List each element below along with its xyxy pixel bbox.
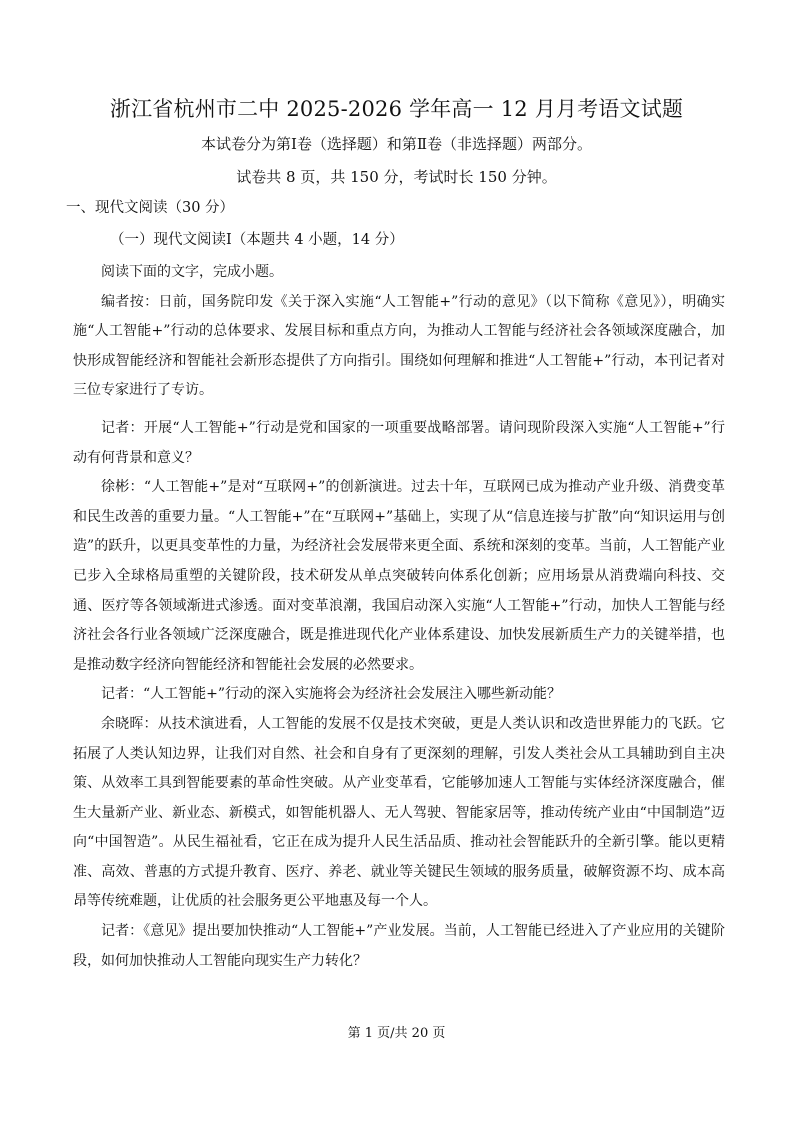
page-number: 第 1 页/共 20 页 (347, 1026, 446, 1041)
exam-structure-note: 本试卷分为第Ⅰ卷（选择题）和第Ⅱ卷（非选择题）两部分。 (200, 135, 593, 153)
instruction-paragraph: 阅读下面的文字，完成小题。 (101, 264, 283, 280)
reporter-question-3: 记者：《意见》提出要加快推动“人工智能+”产业发展。当前，人工智能已经进入了产业应用的关键阶段，如何加快推动人工智能向现实生产力转化？ (73, 923, 725, 969)
reporter-question-1: 记者：开展“人工智能+”行动是党和国家的一项重要战略部署。请问现阶段深入实施“人工智能+”行动有何背景和意义？ (73, 419, 725, 466)
subsection-heading: （一）现代文阅读Ⅰ（本题共 4 小题，14 分） (110, 232, 404, 248)
expert-answer-2: 余晓晖：从技术演进看，人工智能的发展不仅是技术突破，更是人类认识和改造世界能力的飞跃。它拓展了人类认知边界，让我们对自然、社会和自身有了更深刻的理解，引发人类社会从工具辅助到自主决策、从效率工具到智能要素的革命性突破。从产业变革看，它能够加速人工智能与实体经济深度融合，催生大量新产业、新业态、新模式，如智能机器人、无人驾驶、智能家居等，推动传统产业由“中国制造”迈向“中国智造”。从民生福祉看，它正在成为提升人民生活品质、推动社会智能跃升的全新引擎。能以更精准、高效、普惠的方式提升教育、医疗、养老、就业等关键民生领域的服务质量，破解资源不均、成本高昂等传统难题，让优质的社会服务更公平地惠及每一个人。 (73, 715, 725, 910)
document-title: 浙江省杭州市二中 2025-2026 学年高一 12 月月考语文试题 (109, 97, 684, 121)
editor-note-paragraph: 编者按：日前，国务院印发《关于深入实施“人工智能+”行动的意见》（以下简称《意见》），明确实施“人工智能+”行动的总体要求、发展目标和重点方向，为推动人工智能与经济社会各领域深度融合，加快形成智能经济和智能社会新形态提供了方向指引。围绕如何理解和推进“人工智能+”行动，本刊记者对三位专家进行了专访。 (73, 293, 725, 399)
reporter-question-2: 记者：“人工智能+”行动的深入实施将会为经济社会发展注入哪些新动能？ (101, 686, 562, 703)
expert-answer-1: 徐彬：“人工智能+”是对“互联网+”的创新演进。过去十年，互联网已成为推动产业升级、消费变革和民生改善的重要力量。“人工智能+”在“互联网+”基础上，实现了从“信息连接与扩散”向“知识运用与创造”的跃升，以更具变革性的力量，为经济社会发展带来更全面、系统和深刻的变革。当前，人工智能产业已步入全球格局重塑的关键阶段，技术研发从单点突破转向体系化创新；应用场景从消费端向科技、交通、医疗等各领域渐进式渗透。面对变革浪潮，我国启动深入实施“人工智能+”行动，加快人工智能与经济社会各行业各领域广泛深度融合，既是推进现代化产业体系建设、加快发展新质生产力的关键举措，也是推动数字经济向智能经济和智能社会发展的必然要求。 (73, 479, 725, 673)
section-heading: 一、现代文阅读（30 分） (66, 200, 235, 216)
exam-duration-note: 试卷共 8 页，共 150 分，考试时长 150 分钟。 (236, 168, 557, 186)
reading-passage (73, 258, 725, 976)
